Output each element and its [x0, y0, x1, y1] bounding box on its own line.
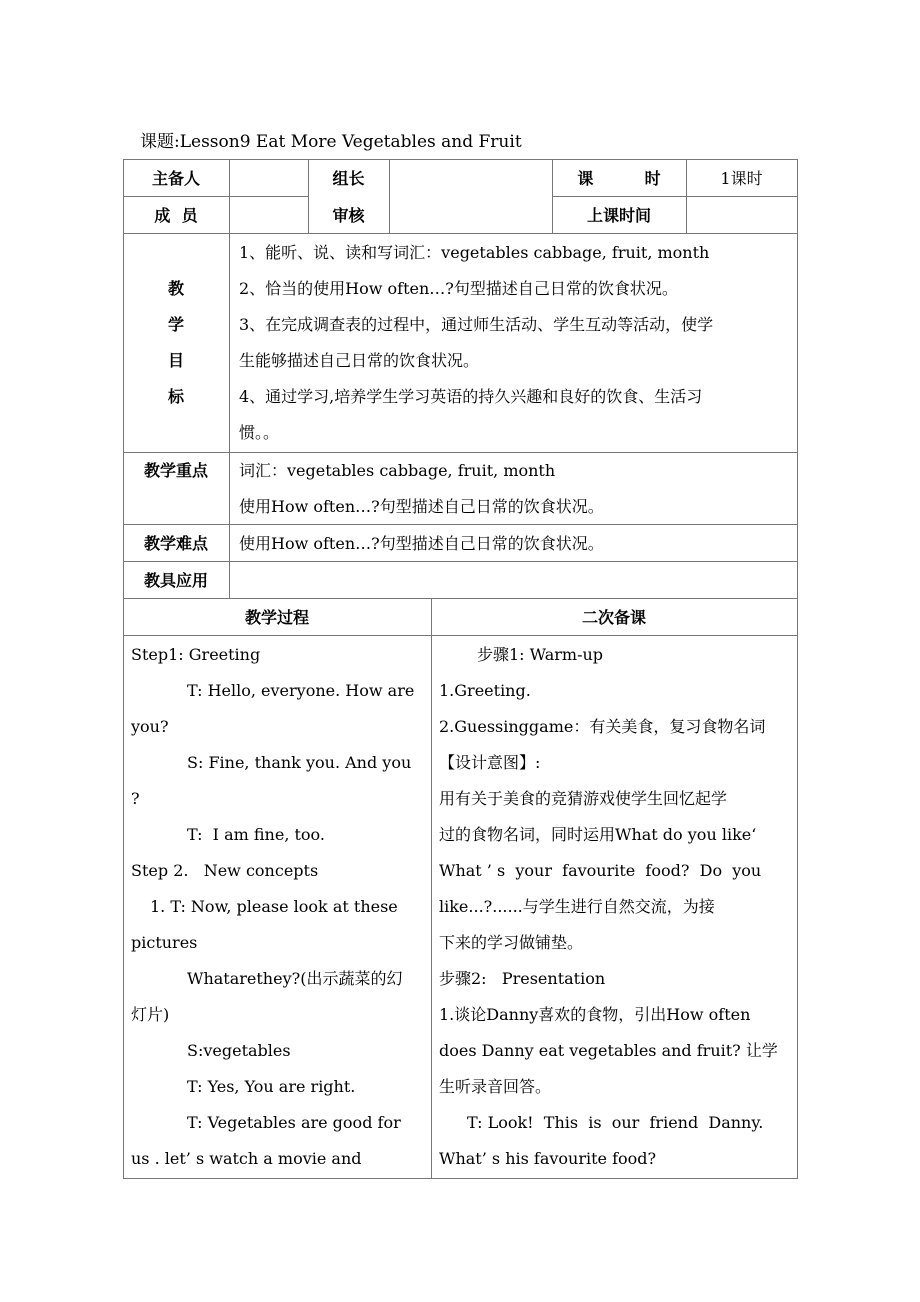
- process-line: Step1: Greeting: [131, 645, 261, 664]
- second-prep-line: 1.Greeting.: [439, 681, 531, 700]
- objectives-label-char: 教: [168, 279, 185, 298]
- objectives-label-char: 学: [168, 315, 185, 334]
- objectives-label-char: 标: [168, 387, 185, 406]
- process-line: 灯片): [131, 1005, 170, 1024]
- objective-line: 2、恰当的使用How often…?句型描述自己日常的饮食状况。: [239, 279, 678, 298]
- process-line: T: Hello, everyone. How are: [187, 681, 415, 700]
- second-prep-line: 步骤1: Warm-up: [477, 645, 604, 664]
- second-prep-line: 过的食物名词，同时运用What do you like‘: [439, 825, 757, 844]
- second-prep-line: 【设计意图】:: [439, 753, 541, 772]
- process-line: T: Vegetables are good for: [187, 1113, 401, 1132]
- teaching-aids-label: 教具应用: [143, 571, 208, 590]
- second-prep-line: What’ s his favourite food?: [439, 1149, 657, 1168]
- second-prep-line: 步骤2: Presentation: [439, 969, 606, 988]
- objective-line: 1、能听、说、读和写词汇：vegetables cabbage, fruit, month: [239, 243, 710, 262]
- process-header: 教学过程: [244, 608, 309, 627]
- second-prep-line: 下来的学习做铺垫。: [439, 933, 584, 952]
- process-line: T: I am fine, too.: [187, 825, 325, 844]
- objective-line: 生能够描述自己日常的饮食状况。: [239, 351, 480, 370]
- class-time-label: 上课时间: [586, 206, 651, 225]
- difficulties-label: 教学难点: [143, 534, 208, 553]
- process-line: T: Yes, You are right.: [187, 1077, 356, 1096]
- leader-label: 组长: [332, 169, 365, 188]
- objective-line: 4、通过学习,培养学生学习英语的持久兴趣和良好的饮食、生活习: [239, 387, 703, 406]
- key-points-label: 教学重点: [143, 461, 208, 480]
- second-prep-line: like...?......与学生进行自然交流，为接: [439, 897, 715, 916]
- process-line: S:vegetables: [187, 1041, 291, 1060]
- process-line: 1. T: Now, please look at these: [150, 897, 398, 916]
- objectives-label-char: 目: [168, 351, 185, 370]
- process-line: Whatarethey?(出示蔬菜的幻: [187, 969, 403, 988]
- difficulties-text: 使用How often…?句型描述自己日常的饮食状况。: [239, 534, 604, 553]
- second-prep-line: T: Look! This is our friend Danny.: [467, 1113, 764, 1132]
- second-prep-line: 用有关于美食的竞猜游戏使学生回忆起学: [439, 789, 728, 808]
- second-prep-line: What ’ s your favourite food? Do you: [439, 861, 762, 880]
- lesson-title: 课题:Lesson9 Eat More Vegetables and Fruit: [140, 132, 522, 152]
- process-line: pictures: [131, 933, 198, 952]
- preparer-label: 主备人: [151, 169, 200, 188]
- key-points-line: 使用How often…?句型描述自己日常的饮食状况。: [239, 497, 604, 516]
- second-prep-header: 二次备课: [581, 608, 646, 627]
- key-points-line: 词汇：vegetables cabbage, fruit, month: [239, 461, 556, 480]
- process-line: you?: [131, 717, 169, 736]
- second-prep-line: does Danny eat vegetables and fruit? 让学: [439, 1041, 778, 1060]
- second-prep-line: 生听录音回答。: [439, 1077, 552, 1096]
- second-prep-line: 1.谈论Danny喜欢的食物，引出How often: [439, 1005, 751, 1024]
- process-line: Step 2. New concepts: [131, 861, 319, 880]
- process-line: ?: [131, 789, 140, 808]
- review-label: 审核: [332, 206, 365, 225]
- objective-line: 3、在完成调查表的过程中，通过师生活动、学生互动等活动，使学: [239, 315, 714, 334]
- process-line: us . let’ s watch a movie and: [131, 1149, 362, 1168]
- period-label: 课 时: [577, 169, 661, 188]
- period-value: 1课时: [720, 169, 763, 188]
- members-label: 成 员: [154, 206, 198, 225]
- process-line: S: Fine, thank you. And you: [187, 753, 412, 772]
- second-prep-line: 2.Guessinggame：有关美食，复习食物名词: [439, 717, 766, 736]
- objective-line: 惯。。: [239, 423, 280, 442]
